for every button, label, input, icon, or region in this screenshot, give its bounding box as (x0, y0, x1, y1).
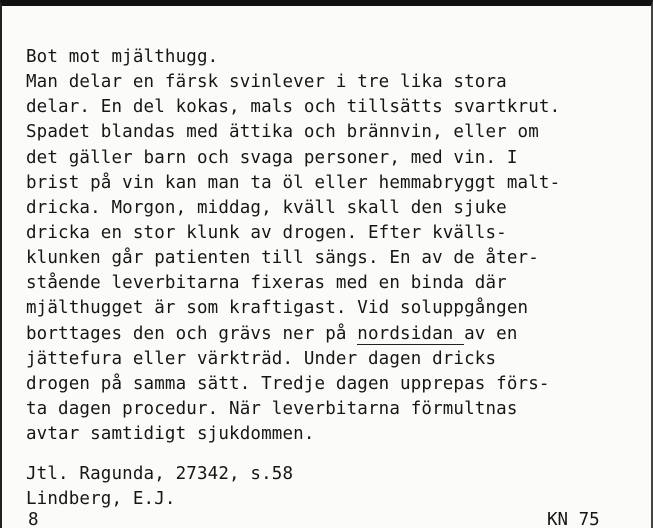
body-line-4: det gäller barn och svaga personer, med vin. I (26, 148, 518, 168)
page-number: 8 (28, 510, 39, 528)
body-line-6: dricka. Morgon, middag, kväll skall den sjuke (26, 198, 507, 218)
body-line-15: avtar samtidigt sjukdommen. (26, 424, 315, 444)
card-title: Bot mot mjälthugg. (26, 47, 219, 67)
body-line-12: jättefura eller värkträd. Under dagen dricks (26, 349, 497, 369)
body-line-9: stående leverbitarna fixeras med en binda där (26, 273, 507, 293)
source-reference: Jtl. Ragunda, 27342, s.58 (26, 464, 294, 484)
body-line-11 (26, 324, 518, 344)
body-line-11-end: av en (464, 324, 518, 344)
catalog-code: KN 75 (547, 510, 600, 528)
underlined-word-nordsidan: nordsidan (357, 324, 465, 344)
body-line-13: drogen på samma sätt. Tredje dagen upprepas förs- (26, 374, 550, 394)
body-line-1: Man delar en färsk svinlever i tre lika stora (26, 72, 507, 92)
body-line-7: dricka en stor klunk av drogen. Efter kvälls- (26, 223, 507, 243)
body-line-8: klunken går patienten till sängs. En av de åter- (26, 248, 539, 268)
body-line-2: delar. En del kokas, mals och tillsätts svartkrut. (26, 97, 561, 117)
body-line-3: Spadet blandas med ättika och brännvin, eller om (26, 122, 539, 142)
body-line-5: brist på vin kan man ta öl eller hemmabryggt malt- (26, 173, 561, 193)
body-line-11-start: borttages den och grävs ner på (26, 324, 358, 344)
body-line-14: ta dagen procedur. När leverbitarna förmultnas (26, 399, 518, 419)
author-name: Lindberg, E.J. (26, 489, 176, 509)
body-line-10: mjälthugget är som kraftigast. Vid soluppgången (26, 298, 529, 318)
